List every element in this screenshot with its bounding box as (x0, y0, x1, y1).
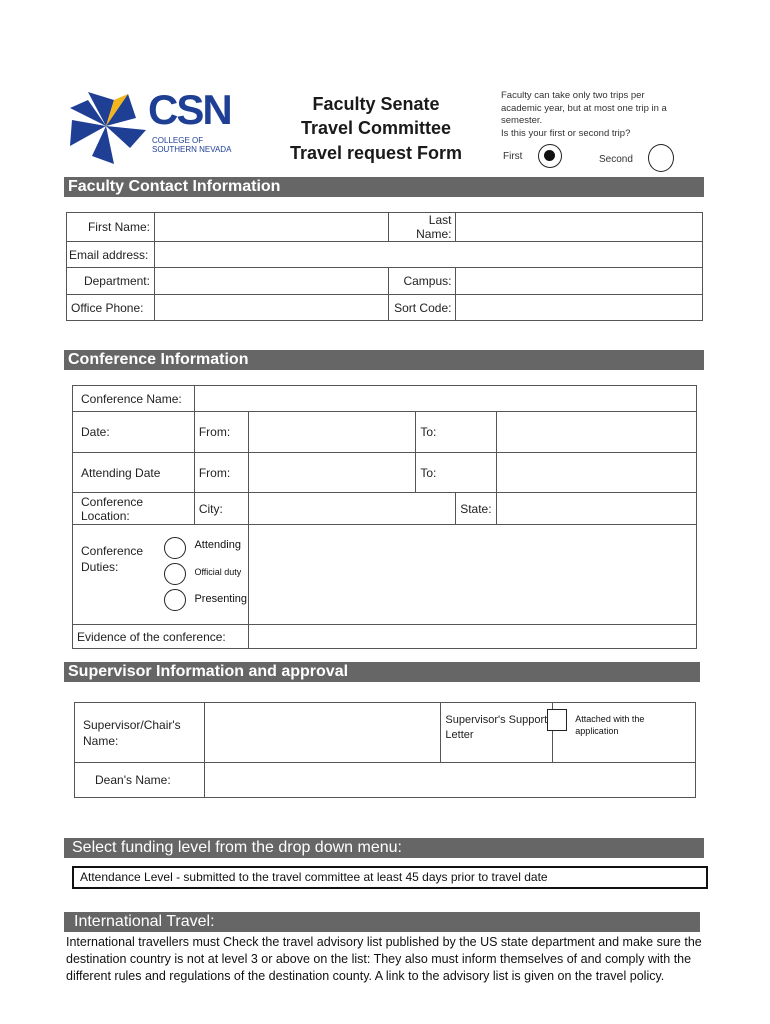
conference-name-field[interactable] (194, 386, 696, 412)
support-letter-line1: Supervisor's Support (445, 714, 548, 726)
attending-to-label: To: (416, 453, 496, 493)
official-duty-option-label: Official duty (194, 567, 242, 577)
conference-section-heading: Conference Information (64, 350, 704, 370)
supervisor-section-heading: Supervisor Information and approval (64, 662, 700, 682)
evidence-field[interactable] (248, 625, 696, 649)
sort-code-field[interactable] (456, 295, 703, 321)
duties-label-line1: Conference (81, 544, 144, 558)
office-phone-label: Office Phone: (67, 295, 155, 321)
international-text: International travellers must Check the travel advisory list published by the US state department and make sure the destination country is not at level 3 or above on the list: They also must inform themselves of and comply with the different rules and regulations of the destination county. A link to the advisory list is given on the travel policy. (66, 935, 702, 983)
email-label: Email address: (67, 242, 155, 268)
state-label: State: (456, 493, 496, 525)
office-phone-field[interactable] (154, 295, 388, 321)
second-trip-label: Second (599, 154, 633, 165)
sort-code-label: Sort Code: (388, 295, 456, 321)
official-duty-radio[interactable] (164, 563, 186, 585)
trip-question: Is this your first or second trip? (501, 127, 631, 139)
first-trip-radio[interactable] (538, 144, 562, 168)
location-label (73, 493, 195, 525)
first-name-field[interactable] (154, 213, 388, 242)
email-field[interactable] (154, 242, 702, 268)
brand-line2: SOUTHERN NEVADA (152, 145, 232, 154)
last-name-label: Last Name: (388, 213, 456, 242)
department-label: Department: (67, 268, 155, 295)
date-to-label: To: (416, 412, 496, 453)
first-name-label: First Name: (67, 213, 155, 242)
attached-label-line1: Attached with the (575, 714, 645, 724)
support-letter-label (441, 703, 553, 763)
location-label-line1: Conference (81, 494, 144, 509)
date-to-field[interactable] (496, 412, 696, 453)
department-field[interactable] (154, 268, 388, 295)
presenting-radio[interactable] (164, 589, 186, 611)
csn-logo (66, 86, 236, 166)
duties-label-line2: Duties: (81, 560, 119, 574)
funding-level-select[interactable]: Attendance Level - submitted to the travel committee at least 45 days prior to travel date (72, 866, 708, 889)
international-section-heading: International Travel: (64, 912, 700, 932)
title-line3: Travel request Form (289, 143, 463, 163)
city-label: City: (194, 493, 248, 525)
location-label-line2: Location: (81, 508, 130, 523)
date-from-field[interactable] (248, 412, 416, 453)
supervisor-table (74, 702, 696, 798)
attending-to-field[interactable] (496, 453, 696, 493)
attached-label (575, 713, 644, 737)
dean-name-field[interactable] (204, 763, 695, 798)
attending-date-label: Attending Date (73, 453, 195, 493)
last-name-field[interactable] (456, 213, 703, 242)
trip-note (501, 90, 701, 140)
title-line1: Faculty Senate (312, 94, 440, 114)
attending-from-field[interactable] (248, 453, 416, 493)
trip-note-line1: Faculty can take only two trips per (501, 90, 645, 101)
campus-field[interactable] (456, 268, 703, 295)
trip-note-line2: academic year, but at most one trip in a (501, 102, 667, 114)
attached-checkbox[interactable] (547, 709, 567, 731)
evidence-label: Evidence of the conference: (73, 625, 249, 649)
title-line2: Travel Committee (300, 118, 452, 138)
state-field[interactable] (496, 493, 696, 525)
supervisor-name-label (75, 703, 205, 763)
supervisor-name-label-line1: Supervisor/Chair's (83, 717, 181, 732)
date-label: Date: (73, 412, 195, 453)
faculty-section-heading: Faculty Contact Information (64, 177, 704, 197)
brand-line1: COLLEGE OF (152, 136, 204, 145)
supervisor-name-field[interactable] (204, 703, 440, 763)
conference-table (72, 385, 697, 649)
dean-name-label: Dean's Name: (75, 763, 205, 798)
brand-name: CSN (148, 86, 231, 133)
date-from-label: From: (194, 412, 248, 453)
first-trip-label: First (503, 151, 523, 162)
conference-name-label: Conference Name: (73, 386, 195, 412)
support-letter-line2: Letter (445, 729, 474, 741)
supervisor-name-label-line2: Name: (83, 733, 119, 748)
attached-cell (553, 703, 696, 763)
faculty-table (66, 212, 703, 321)
attending-from-label: From: (194, 453, 248, 493)
trip-note-line3: semester. (501, 115, 543, 126)
funding-section-heading: Select funding level from the drop down menu: (64, 838, 704, 858)
presenting-option-label: Presenting (194, 593, 248, 605)
pinwheel-icon (66, 86, 152, 166)
duties-label (73, 525, 161, 625)
attached-label-line2: application (575, 726, 619, 736)
attending-radio[interactable] (164, 537, 186, 559)
city-field[interactable] (248, 493, 455, 525)
attending-option-label: Attending (194, 539, 241, 551)
campus-label: Campus: (388, 268, 456, 295)
duties-options (160, 525, 248, 625)
duties-details-field[interactable] (248, 525, 696, 625)
second-trip-radio[interactable] (648, 144, 674, 172)
